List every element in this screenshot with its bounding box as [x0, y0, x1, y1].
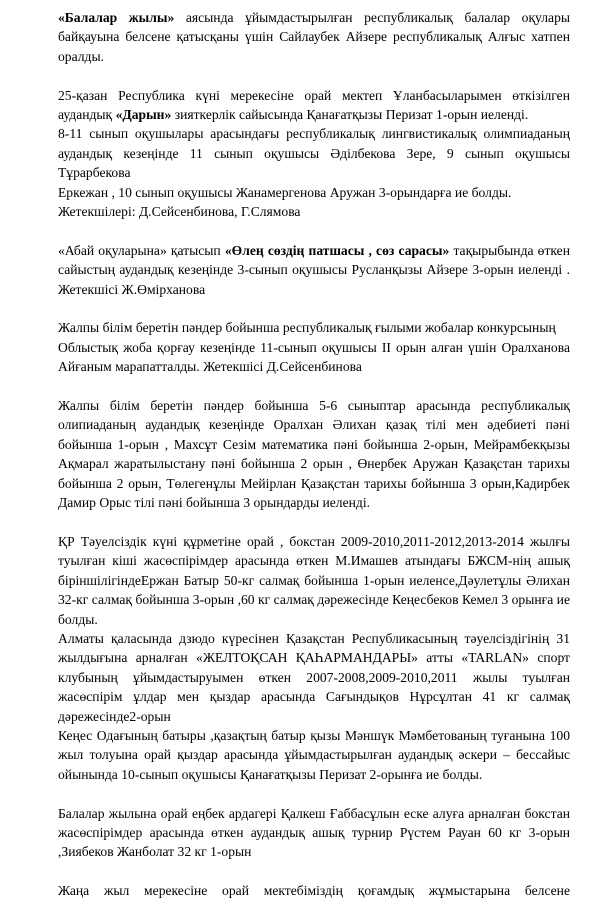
paragraph-judo: Алматы қаласында дзюдо күресінен Қазақстан Республикасының тәуелсіздігінің 31 жылдығына арналған «ЖЕЛТОҚСАН ҚАҺАРМАНДАРЫ» атты «TARLAN» спорт клубының ұйымдастыруымен өткен 2007-2008,2009-2010,2011 жылы туылған жасөспірім ұлдар мен қыздар арасында Сағындықов Нұрсұлтан 41 кг салмақ дәрежесінде2-орын: [58, 630, 570, 724]
document-page: [58, 8, 570, 901]
paragraph-abai: «Абай оқуларына» қатысып «Өлең сөздің патшасы , сөз сарасы» тақырыбында өткен сайыстың аудандық кезеңінде 3-сынып оқушысы Русланқызы Айзере 3-орын иеленді . Жетекшісі Ж.Өмірханова: [58, 242, 570, 297]
paragraph-boxing-tournament: Балалар жылына орай еңбек ардагері Қалкеш Ғаббасұлын еске алуға арналған бокстан жасөспірімдер арасында өткен аудандық ашық турнир Рүстем Рауан 60 кг 3-орын ,Зиябеков Жанболат 32 кг 1-орын: [58, 805, 570, 860]
paragraph-daryn: 25-қазан Республика күні мерекесіне орай мектеп Ұланбасыларымен өткізілген аудандық «Дарын» зияткерлік сайысында Қанағатқызы Перизат 1-орын иеленді.: [58, 87, 570, 123]
paragraph-olympiad-5-6: Жалпы білім беретін пәндер бойынша 5-6 сыныптар арасында республикалық олипиаданың аудандық кезеңінде Оралхан Әлихан қазақ тілі мен әдебиеті пәні бойынша 1-орын , Махсұт Сезім математика пәні бойынша 2-орын, Мейрамбекқызы Ақмарал жаратылыстану пәні бойынша 2 орын , Өнербек Аружан Қазақстан тарихы бойынша 2 орын, Төлегенұлы Мейірлан Қазақстан тарихы бойынша 3 орын,Кадирбек Дамир Орыс тілі пәні бойынша 3 орындарды иеленді.: [58, 398, 570, 511]
paragraph-supervisors: Жетекшілері: Д.Сейсенбинова, Г.Слямова: [58, 204, 301, 220]
paragraph-regional-defense: Облыстық жоба қорғау кезеңінде 11-сынып оқушысы ІІ орын алған үшін Оралханова Айғаным марапатталды. Жетекшісі Д.Сейсенбинова: [58, 339, 570, 375]
paragraph-olympiad-linguistic: 8-11 сынып оқушылары арасындағы республикалық лингвистикалық олимпиаданың аудандық кезеңінде 11 сынып оқушысы Әділбекова Зере, 9 сынып оқушысы Тұрарбекова: [58, 126, 570, 181]
paragraph-science-projects: Жалпы білім беретін пәндер бойынша республикалық ғылыми жобалар конкурсының: [58, 320, 556, 336]
paragraph-new-year: Жаңа жыл мерекесіне орай мектебіміздің қоғамдық жұмыстарына белсене: [58, 883, 570, 899]
paragraph-boxing-independence: ҚР Тәуелсіздік күні құрметіне орай , бокстан 2009-2010,2011-2012,2013-2014 жылғы туылған кіші жасөспірімдер арасында өткен М.Имашев атындағы БЖСМ-нің ашық біріншілігіндеЕржан Батыр 50-кг салмақ бойынша 1-орын иеленсе,Дәулетұлы Әлихан 32-кг салмақ бойынша 3-орын ,60 кг салмақ дәрежесінде Кеңесбеков Кемел 3 орынға ие болды.: [58, 533, 570, 627]
paragraph-manshuk: Кеңес Одағының батыры ,қазақтың батыр қызы Мәншүк Мәмбетованың туғанына 100 жыл толуына орай қыздар арасында ұйымдастырылған аудандық әскери – бессайыс ойынында 10-сынып оқушысы Қанағатқызы Перизат 2-орынға ие болды.: [58, 727, 570, 782]
paragraph-olympiad-cont: Еркежан , 10 сынып оқушысы Жанамергенова Аружан 3-орындарға ие болды.: [58, 184, 512, 200]
paragraph-balalar-jyly: «Балалар жылы» аясында ұйымдастырылған республикалық балалар оқулары байқауына белсене қатысқаны үшін Сайлаубек Айзере республикалық Алғыс хатпен оралды.: [58, 10, 570, 64]
